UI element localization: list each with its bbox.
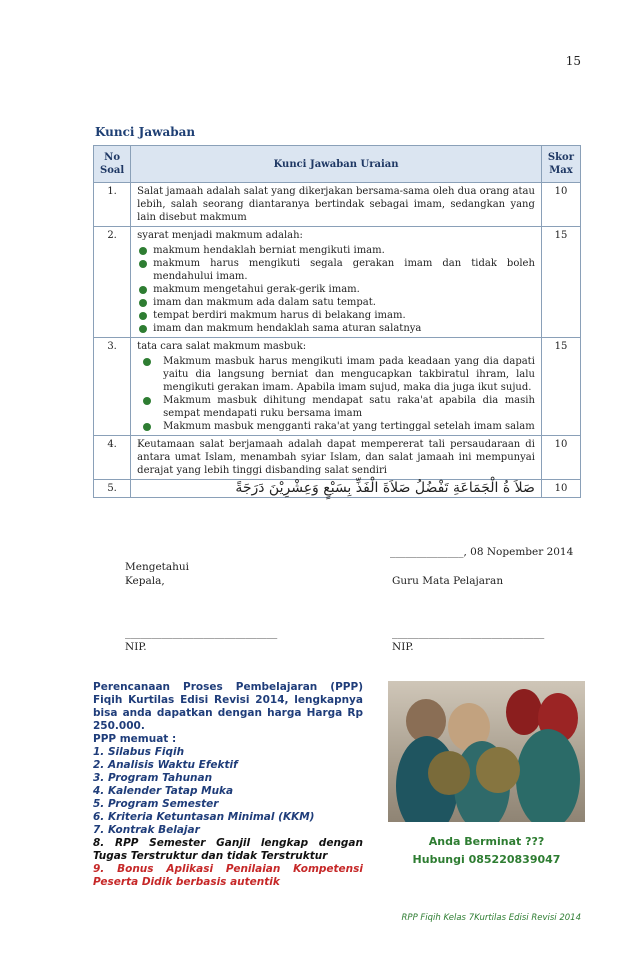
- promo-list: [93, 746, 363, 889]
- bullet-icon: [139, 260, 147, 268]
- row-score: 15: [541, 227, 580, 338]
- list-item-text: Makmum masbuk harus mengikuti imam pada keadaan yang dia dapati yaitu dia langsung berniat dan mengucapkan takbiratul ihram, lalu mengikuti gerakan imam. Apabila imam sujud, maka dia juga ikut sujud.: [163, 356, 535, 393]
- list-item: [137, 322, 535, 335]
- list-item-text: makmum harus mengikuti segala gerakan imam dan tidak boleh mendahului imam.: [153, 258, 535, 282]
- row-answer: [131, 338, 542, 436]
- page-number: 15: [565, 54, 581, 68]
- table-header-row: [94, 146, 581, 183]
- contact-phone: Hubungi 085220839047: [412, 853, 561, 866]
- list-item: 9. Bonus Aplikasi Penilaian Kompetensi Peserta Didik berbasis autentik: [93, 863, 363, 888]
- list-item: 3. Program Tahunan: [93, 772, 213, 784]
- list-item: [137, 420, 535, 433]
- contact-question: Anda Berminat ???: [428, 835, 545, 848]
- bullet-icon: [139, 299, 147, 307]
- header-answer: Kunci Jawaban Uraian: [131, 146, 542, 183]
- table-row: [94, 183, 581, 227]
- list-item: [137, 244, 535, 257]
- list-item: [137, 394, 535, 420]
- row-number: 5.: [94, 480, 131, 498]
- row-score: 10: [541, 436, 580, 480]
- bullet-icon: [143, 423, 151, 431]
- list-item-text: tempat berdiri makmum harus di belakang imam.: [153, 310, 406, 321]
- principal-signature-line: _____________________________: [125, 627, 278, 639]
- list-item: [137, 257, 535, 283]
- principal-label: Kepala,: [125, 575, 165, 587]
- bullet-icon: [143, 397, 151, 405]
- list-item: 5. Program Semester: [93, 798, 219, 810]
- row-answer: [131, 227, 542, 338]
- row-score: 10: [541, 480, 580, 498]
- section-title: Kunci Jawaban: [95, 125, 196, 139]
- contact-block: [388, 833, 585, 869]
- acknowledge-label: Mengetahui: [125, 561, 190, 573]
- list-item-text: Makmum masbuk dihitung mendapat satu raka'at apabila dia masih sempat mendapati ruku bersama imam: [163, 395, 535, 419]
- promo-subtitle: PPP memuat :: [93, 733, 177, 745]
- list-item: 6. Kriteria Ketuntasan Minimal (KKM): [93, 811, 315, 823]
- teacher-nip: NIP.: [392, 641, 414, 653]
- list-item-text: makmum hendaklah berniat mengikuti imam.: [153, 245, 385, 256]
- row-arabic-answer: صَلاَ ةُ الْجَمَاعَةِ تَفْضُلُ صَلاَةَ الْفَذِّ بِسَبْعٍ وَعِشْرِيْنَ دَرَجَةً: [131, 480, 542, 498]
- promo-intro: Perencanaan Proses Pembelajaran (PPP) Fiqih Kurtilas Edisi Revisi 2014, lengkapnya bisa anda dapatkan dengan harga Harga Rp 250.000.: [93, 681, 363, 732]
- table-row: [94, 480, 581, 498]
- row-answer: Salat jamaah adalah salat yang dikerjakan bersama-sama oleh dua orang atau lebih, salah seorang diantaranya bertindak sebagai imam, sedangkan yang lain disebut makmum: [131, 183, 542, 227]
- list-item: 1. Silabus Fiqih: [93, 746, 185, 758]
- list-item: 4. Kalender Tatap Muka: [93, 785, 234, 797]
- family-photo: [388, 681, 585, 822]
- row-number: 3.: [94, 338, 131, 436]
- bullet-icon: [139, 247, 147, 255]
- header-no: No Soal: [94, 146, 131, 183]
- table-row: [94, 338, 581, 436]
- table-row: [94, 436, 581, 480]
- header-score: Skor Max: [541, 146, 580, 183]
- list-item-text: imam dan makmum ada dalam satu tempat.: [153, 297, 376, 308]
- bullet-list: [137, 355, 535, 433]
- list-item: [137, 355, 535, 394]
- row-intro: syarat menjadi makmum adalah:: [137, 230, 303, 241]
- list-item: [137, 283, 535, 296]
- list-item: 7. Kontrak Belajar: [93, 824, 200, 836]
- row-number: 4.: [94, 436, 131, 480]
- row-score: 15: [541, 338, 580, 436]
- teacher-label: Guru Mata Pelajaran: [392, 575, 504, 587]
- promo-block: [93, 681, 363, 889]
- bullet-icon: [139, 325, 147, 333]
- row-answer: Keutamaan salat berjamaah adalah dapat mempererat tali persaudaraan di antara umat Islam, menambah syiar Islam, dan salat jamaah ini mempunyai derajat yang lebih tinggi disbanding salat sendiri: [131, 436, 542, 480]
- list-item: [137, 309, 535, 322]
- row-number: 2.: [94, 227, 131, 338]
- row-score: 10: [541, 183, 580, 227]
- bullet-icon: [139, 312, 147, 320]
- footer-text: RPP Fiqih Kelas 7Kurtilas Edisi Revisi 2014: [401, 913, 581, 923]
- bullet-list: [137, 244, 535, 335]
- list-item: [137, 296, 535, 309]
- principal-nip: NIP.: [125, 641, 147, 653]
- list-item-text: makmum mengetahui gerak-gerik imam.: [153, 284, 360, 295]
- list-item-text: imam dan makmum hendaklah sama aturan salatnya: [153, 323, 422, 334]
- list-item-text: Makmum masbuk mengganti raka'at yang tertinggal setelah imam salam: [163, 421, 535, 432]
- list-item: 8. RPP Semester Ganjil lengkap dengan Tugas Terstruktur dan tidak Terstruktur: [93, 837, 363, 862]
- date-line: ______________, 08 Nopember 2014: [390, 546, 574, 558]
- list-item: 2. Analisis Waktu Efektif: [93, 759, 238, 771]
- row-intro: tata cara salat makmum masbuk:: [137, 341, 307, 352]
- teacher-signature-line: _____________________________: [392, 627, 545, 639]
- bullet-icon: [139, 286, 147, 294]
- answer-key-table: [93, 145, 581, 498]
- row-number: 1.: [94, 183, 131, 227]
- bullet-icon: [143, 358, 151, 366]
- table-row: [94, 227, 581, 338]
